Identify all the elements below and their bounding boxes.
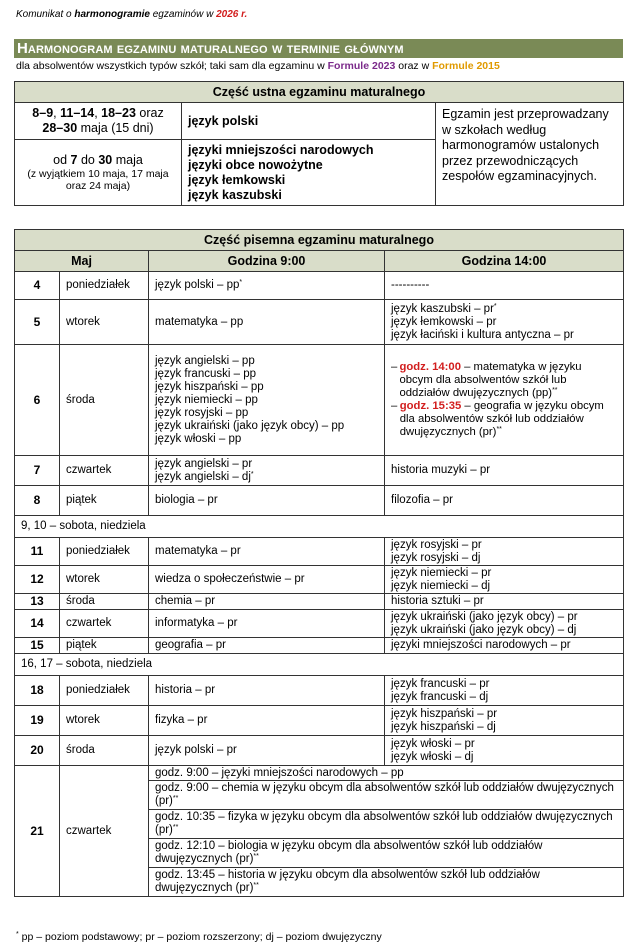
written-heading: Część pisemna egzaminu maturalnego: [15, 230, 624, 251]
table-row: 21 czwartek godz. 9:00 – języki mniejszości narodowych – pp: [15, 766, 624, 781]
table-row: 14 czwartek informatyka – pr język ukraiński (jako język obcy) – pr język ukraiński (jako język obcy) – dj: [15, 610, 624, 638]
table-row: 5 wtorek matematyka – pp język kaszubski – pr* język łemkowski – pr język łaciński i kultura antyczna – pr: [15, 300, 624, 345]
table-row: 20 środa język polski – pr język włoski – pr język włoski – dj: [15, 736, 624, 766]
table-row: 7 czwartek język angielski – pr język angielski – dj* historia muzyki – pr: [15, 456, 624, 486]
table-row: 4 poniedziałek język polski – pp* ----------: [15, 272, 624, 300]
table-row: 12 wtorek wiedza o społeczeństwie – pr język niemiecki – pr język niemiecki – dj: [15, 566, 624, 594]
table-row: 8 piątek biologia – pr filozofia – pr: [15, 486, 624, 516]
weekend-row: 9, 10 – sobota, niedziela: [15, 516, 624, 538]
oral-subjects-languages: języki mniejszości narodowych języki obce nowożytne język łemkowski język kaszubski: [182, 140, 436, 206]
written-exam-table: Część pisemna egzaminu maturalnego Maj Godzina 9:00 Godzina 14:00 4 poniedziałek język polski – pp* ---------- 5 wtorek matematyka – pp język kaszubski – pr* język łemkowski – pr język łaciński i kultura antyczna – pr 6 środa język angielski – pp język francuski – pp język hiszpański – pp język niemiecki – pp język rosyjski – pp język ukraiński (jako język obcy) – pp język włoski – pp – godz. 14:00 – matematyka w języku obcym dla absolwentów szkół lub oddziałów dwujęzycznych (pp)** – godz. 15:35 – geografia w języku obcym dla absolwentów szkół lub oddziałów dwujęzycznych (pr)** 7 czwartek język angielski – pr język angielski – dj* historia muzyki – pr 8 piątek biologia – pr filozofia – pr 9, 10 – sobota, niedziela 11 poniedziałek matematyka – pr język rosyjski – pr język rosyjski – dj 12 wtorek wiedza o społeczeństwie – pr język niemiecki – pr język niemiecki – dj 13 środa chemia – pr historia sztuki – pr 14 czwartek informatyka – pr język ukraiński (jako język obcy) – pr język ukraiński (jako język obcy) – dj 15 piątek geografia – pr języki mniejszości narodowych – pr 16, 17 – sobota, niedziela 18 poniedziałek historia – pr język francuski – pr język francuski – dj 19 wtorek fizyka – pr język hiszpański – pr język hiszpański – dj 20 środa język polski – pr język włoski – pr język włoski – dj 21 czwartek godz. 9:00 – języki mniejszości narodowych – pp godz. 9:00 – chemia w języku obcym dla absolwentów szkół lub oddziałów dwujęzycznych (pr)** godz. 10:35 – fizyka w języku obcym dla absolwentów szkół lub oddziałów dwujęzycznych (pr)** godz. 12:10 – biologia w języku obcym dla absolwentów szkół lub oddziałów dwujęzycznych (pr)** godz. 13:45 – historia w języku obcym dla absolwentów szkół lub oddziałów dwujęzycznych (pr)**: [14, 229, 624, 897]
table-row: 18 poniedziałek historia – pr język francuski – pr język francuski – dj: [15, 676, 624, 706]
col-14: Godzina 14:00: [385, 251, 624, 272]
table-row: 11 poniedziałek matematyka – pr język rosyjski – pr język rosyjski – dj: [15, 538, 624, 566]
weekend-row: 16, 17 – sobota, niedziela: [15, 654, 624, 676]
page-title: Harmonogram egzaminu maturalnego w terminie głównym: [14, 39, 623, 58]
col-month: Maj: [15, 251, 149, 272]
komunikat-line: Komunikat o harmonogramie egzaminów w 2026 r.: [16, 9, 248, 20]
table-row: 19 wtorek fizyka – pr język hiszpański – pr język hiszpański – dj: [15, 706, 624, 736]
oral-exam-table: [14, 81, 624, 206]
table-row: 6 środa język angielski – pp język francuski – pp język hiszpański – pp język niemiecki – pp język rosyjski – pp język ukraiński (jako język obcy) – pp język włoski – pp – godz. 14:00 – matematyka w języku obcym dla absolwentów szkół lub oddziałów dwujęzycznych (pp)** – godz. 15:35 – geografia w języku obcym dla absolwentów szkół lub oddziałów dwujęzycznych (pr)**: [15, 345, 624, 456]
oral-info: Egzamin jest przeprowadzany w szkołach według harmonogramów ustalonych przez przewodniczących zespołów egzaminacyjnych.: [436, 103, 624, 206]
oral-dates-polish: 8–9, 11–14, 18–23 oraz 28–30 maja (15 dni): [15, 103, 182, 140]
col-9: Godzina 9:00: [149, 251, 385, 272]
oral-dates-languages: od 7 do 30 maja (z wyjątkiem 10 maja, 17 maja oraz 24 maja): [15, 140, 182, 206]
subtitle: dla absolwentów wszystkich typów szkół; taki sam dla egzaminu w Formule 2023 oraz w Formule 2015: [16, 60, 500, 72]
table-row: 13 środa chemia – pr historia sztuki – pr: [15, 594, 624, 610]
table-row: 15 piątek geografia – pr języki mniejszości narodowych – pr: [15, 638, 624, 654]
oral-heading: Część ustna egzaminu maturalnego: [15, 82, 624, 103]
oral-subject-polish: język polski: [182, 103, 436, 140]
footnote: * pp – poziom podstawowy; pr – poziom rozszerzony; dj – poziom dwujęzyczny: [16, 931, 382, 943]
